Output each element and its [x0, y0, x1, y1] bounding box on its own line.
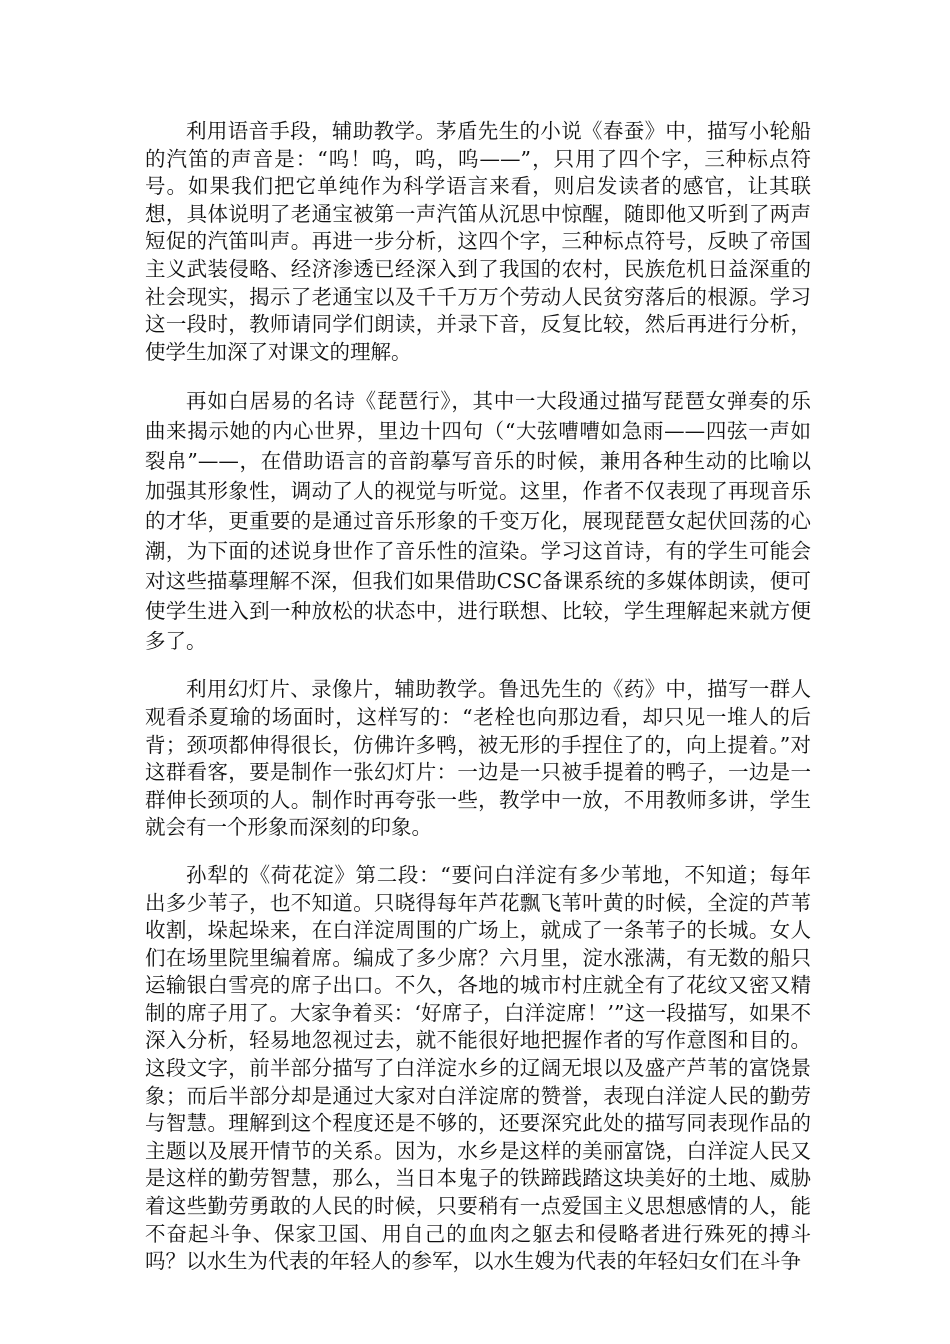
document-page — [145, 118, 811, 1296]
paragraph-chuncan-audio: 利用语音手段，辅助教学。茅盾先生的小说《春蚕》中，描写小轮船的汽笛的声音是：“呜！呜，呜，呜——”，只用了四个字，三种标点符号。如果我们把它单纯作为科学语言来看，则启发读者的感官，让其联想，具体说明了老通宝被第一声汽笛从沉思中惊醒，随即他又听到了两声短促的汽笛叫声。再进一步分析，这四个字，三种标点符号，反映了帝国主义武装侵略、经济渗透已经深入到了我国的农村，民族危机日益深重的社会现实，揭示了老通宝以及千千万万个劳动人民贫穷落后的根源。学习这一段时，教师请同学们朗读，并录下音，反复比较，然后再进行分析，使学生加深了对课文的理解。 — [145, 119, 811, 364]
paragraph-hehuadian: 孙犁的《荷花淀》第二段：“要问白洋淀有多少苇地，不知道；每年出多少苇子，也不知道。只晓得每年芦花飘飞苇叶黄的时候，全淀的芦苇收割，垛起垛来，在白洋淀周围的广场上，就成了一条苇子的长城。女人们在场里院里编着席。编成了多少席？六月里，淀水涨满，有无数的船只运输银白雪亮的席子出口。不久，各地的城市村庄就全有了花纹又密又精制的席子用了。大家争着买：‘好席子，白洋淀席！’”这一段描写，如果不深入分析，轻易地忽视过去，就不能很好地把握作者的写作意图和目的。这段文字，前半部分描写了白洋淀水乡的辽阔无垠以及盛产芦苇的富饶景象；而后半部分却是通过大家对白洋淀席的赞誉，表现白洋淀人民的勤劳与智慧。理解到这个程度还是不够的，还要深究此处的描写同表现作品的主题以及展开情节的关系。因为，水乡是这样的美丽富饶，白洋淀人民又是这样的勤劳智慧，那么，当日本鬼子的铁蹄践踏这块美好的土地、威胁着这些勤劳勇敢的人民的时候，只要稍有一点爱国主义思想感情的人，能不奋起斗争、保家卫国、用自己的血肉之躯去和侵略者进行殊死的搏斗吗？以水生为代表的年轻人的参军，以水生嫂为代表的年轻妇女们在斗争 — [145, 862, 811, 1274]
paragraph-pipaxing-audio: 再如白居易的名诗《琵琶行》，其中一大段通过描写琵琶女弹奏的乐曲来揭示她的内心世界，里边十四句（“大弦嘈嘈如急雨——四弦一声如裂帛”——，在借助语言的音韵摹写音乐的时候，兼用各种生动的比喻以加强其形象性，调动了人的视觉与听觉。这里，作者不仅表现了再现音乐的才华，更重要的是通过音乐形象的千变万化，展现琵琶女起伏回荡的心潮，为下面的述说身世作了音乐性的渲染。学习这首诗，有的学生可能会对这些描摹理解不深，但我们如果借助CSC备课系统的多媒体朗读，便可使学生进入到一种放松的状态中，进行联想、比较，学生理解起来就方便多了。 — [145, 389, 811, 654]
paragraph-yao-slides: 利用幻灯片、录像片，辅助教学。鲁迅先生的《药》中，描写一群人观看杀夏瑜的场面时，这样写的：“老栓也向那边看，却只见一堆人的后背；颈项都伸得很长，仿佛许多鸭，被无形的手捏住了的，向上提着。”对这群看客，要是制作一张幻灯片：一边是一只被手提着的鸭子，一边是一群伸长颈项的人。制作时再夸张一些，教学中一放，不用教师多讲，学生就会有一个形象而深刻的印象。 — [145, 677, 811, 840]
